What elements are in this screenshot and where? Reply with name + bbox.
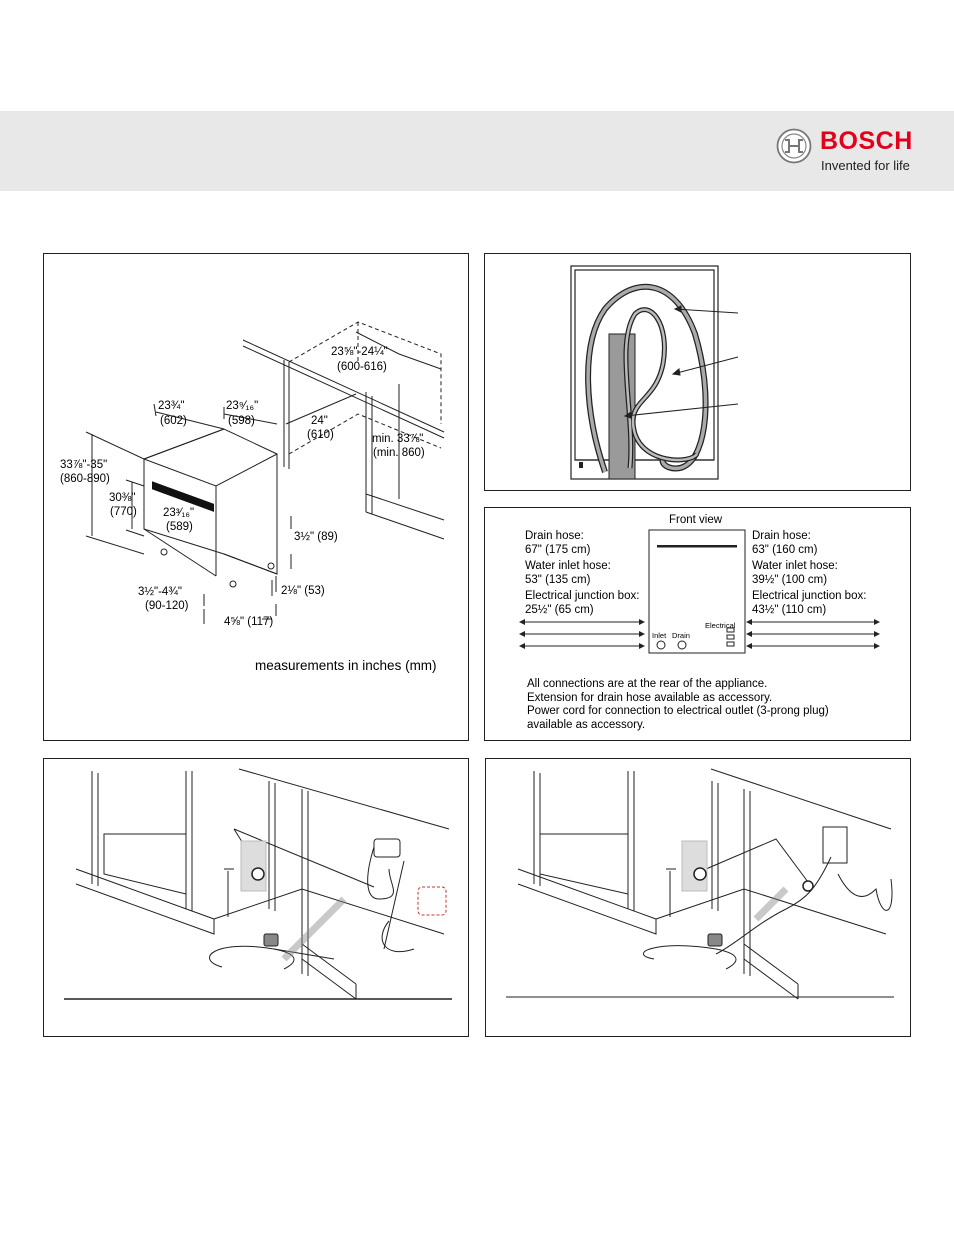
note-line: Power cord for connection to electrical outlet (3-prong plug) [527,705,829,717]
connection-notes [527,678,829,732]
front-view-title: Front view [669,514,723,526]
toe-kick-label: 3½" (89) [294,531,338,543]
connections-panel [484,507,911,741]
right-junction-label: Electrical junction box: [752,590,867,602]
min-height-mm-label: (min. 860) [373,447,425,459]
right-junction-value: 43½" (110 cm) [752,604,827,616]
power-cord-drawing [486,759,912,1038]
left-drain-value: 67" (175 cm) [525,544,591,556]
cabinet-depth-range-mm-label: (600-616) [337,361,387,373]
cabinet-width-mm-label: (610) [307,429,334,441]
inlet-label: Inlet [652,631,667,640]
bosch-armature-icon [776,128,812,164]
depth-overall-label: 23¾" [158,400,185,412]
right-inlet-value: 39½" (100 cm) [752,574,828,586]
leg-adjust-label: 3½"-4¾" [138,586,182,598]
junction-box-install-panel [43,758,469,1037]
leg-adjust-mm-label: (90-120) [145,600,189,612]
left-junction-value: 25½" (65 cm) [525,604,594,616]
brand-tagline: Invented for life [821,158,910,173]
left-inlet-value: 53" (135 cm) [525,574,591,586]
power-cord-install-panel [485,758,911,1037]
foot-height-label: 2⅛" (53) [281,585,325,597]
height-range-mm-label: (860-890) [60,473,110,485]
brand-logo [776,127,936,173]
note-line: available as accessory. [527,718,646,731]
depth-body-mm-label: (589) [166,521,193,533]
measurements-note: measurements in inches (mm) [255,658,437,673]
width-mm-label: (598) [228,415,255,427]
foot-setback-label: 4⅝" (117) [224,616,274,628]
left-drain-label: Drain hose: [525,530,584,542]
cabinet-depth-range-label: 23⅝"-24¼" [331,346,388,358]
brand-name: BOSCH [820,127,913,155]
body-height-label: 30⅜" [109,492,136,504]
note-line: All connections are at the rear of the appliance. [527,678,768,690]
right-inlet-label: Water inlet hose: [752,560,838,572]
note-line: Extension for drain hose available as accessory. [527,691,773,704]
rear-view-drawing [485,254,912,492]
electrical-label: Electrical [705,621,736,630]
left-inlet-label: Water inlet hose: [525,560,611,572]
height-range-label: 33⅞"-35" [60,459,108,471]
right-drain-label: Drain hose: [752,530,811,542]
drain-label: Drain [672,631,690,640]
cabinet-width-label: 24" [311,415,328,427]
depth-body-label: 23³⁄₁₆" [163,507,195,519]
width-label: 23⁹⁄₁₆" [226,400,259,412]
right-drain-value: 63" (160 cm) [752,544,818,556]
dimensions-panel [43,253,469,741]
depth-overall-mm-label: (602) [160,415,187,427]
junction-box-drawing [44,759,470,1038]
left-junction-label: Electrical junction box: [525,590,640,602]
rear-view-panel [484,253,911,491]
body-height-mm-label: (770) [110,506,137,518]
min-height-label: min. 33⅞" [372,433,424,445]
